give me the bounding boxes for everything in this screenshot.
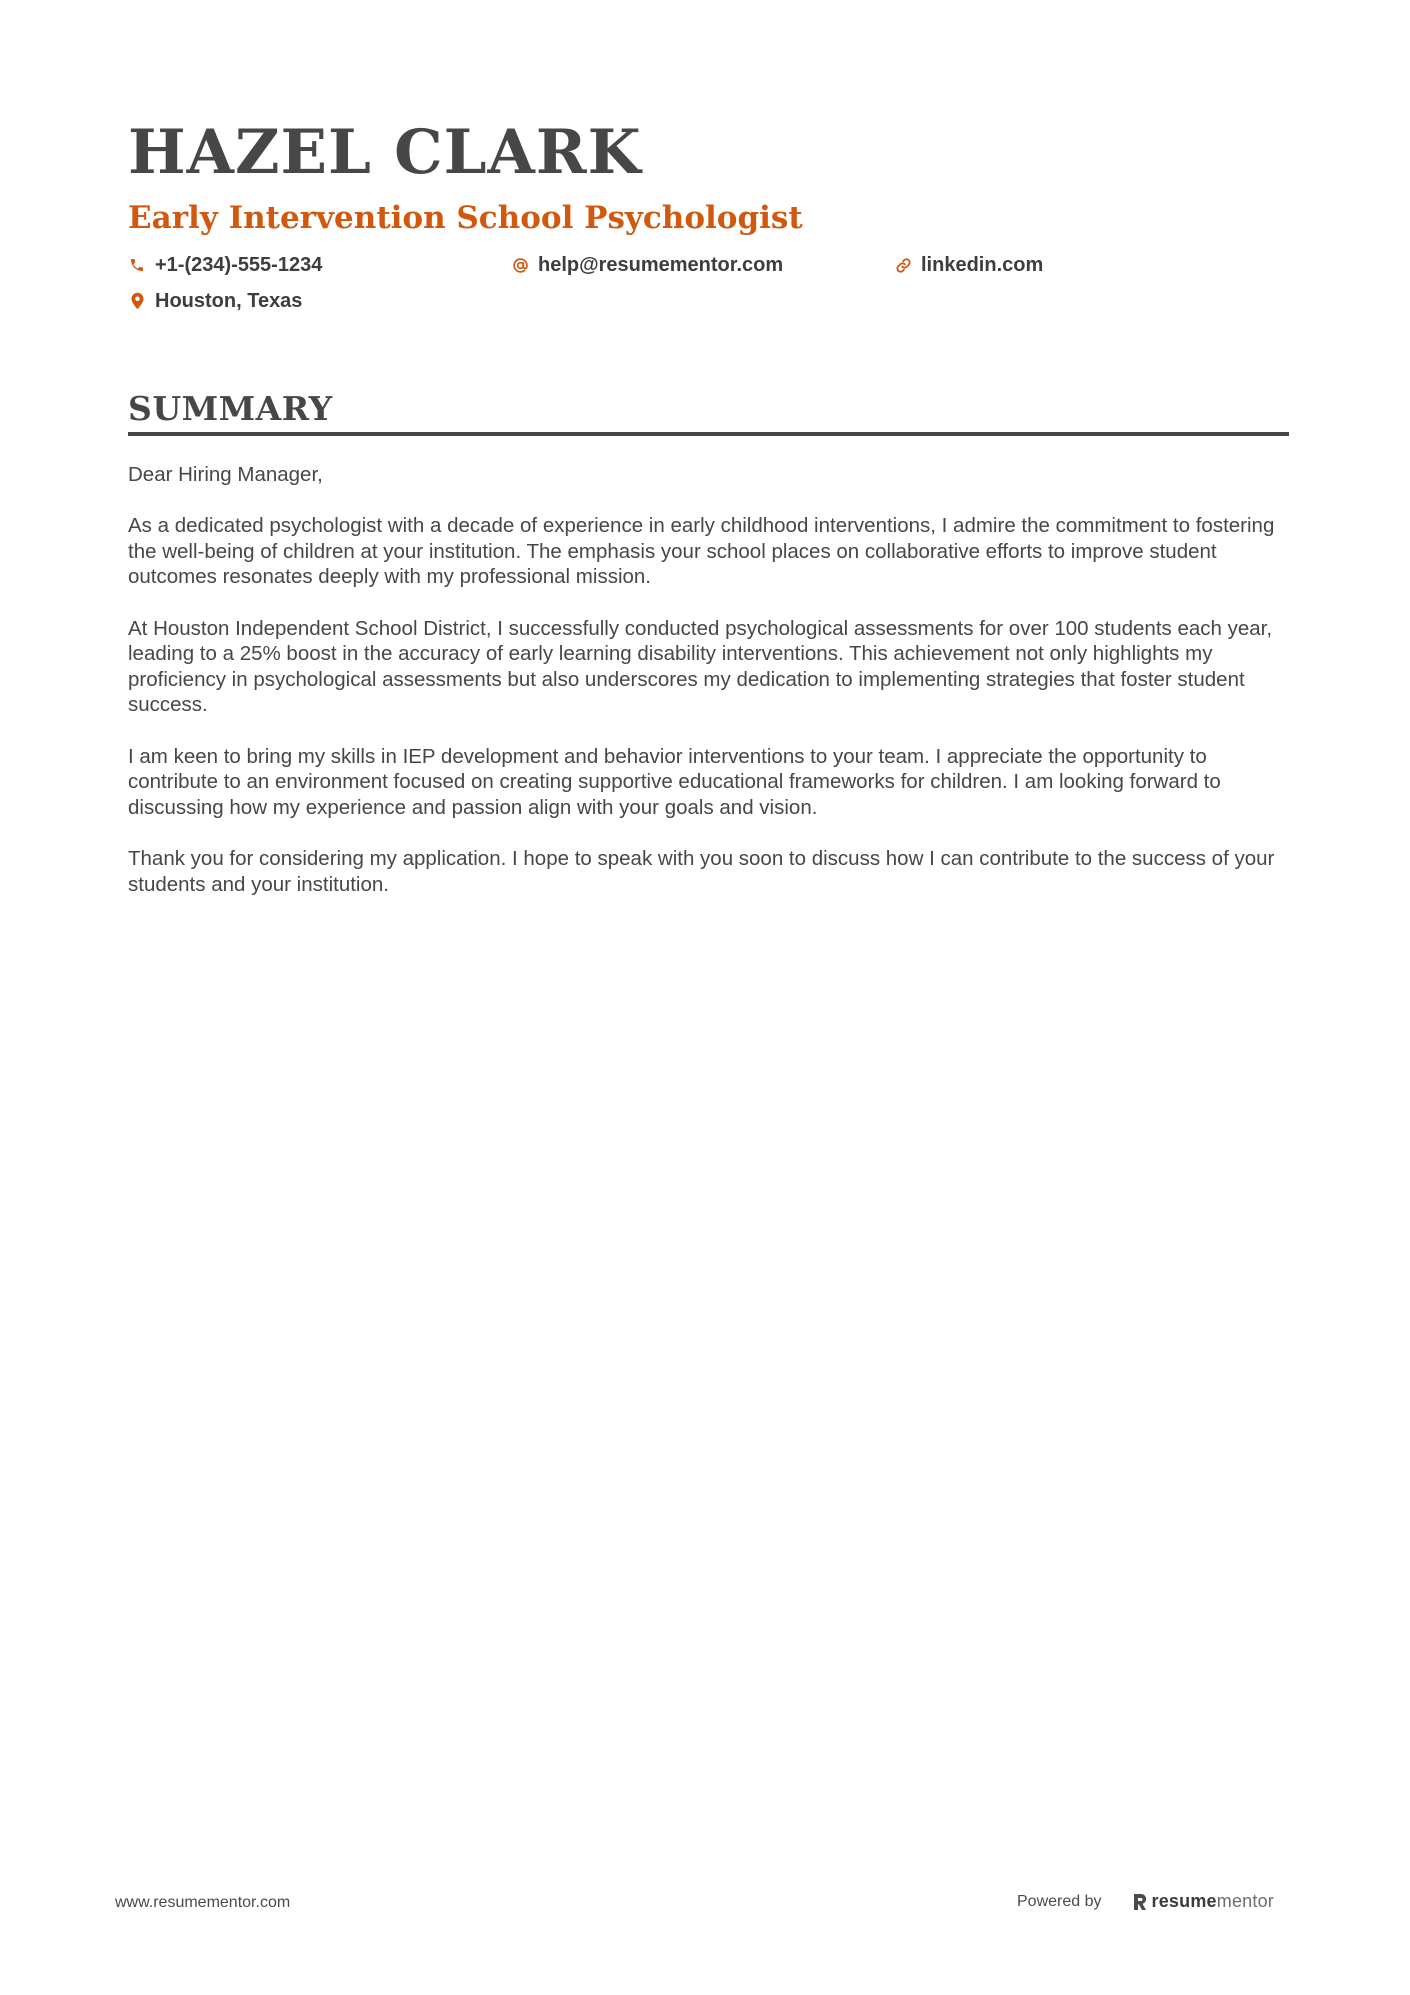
- brand-name-part2: mentor: [1216, 1891, 1274, 1911]
- contact-phone: [128, 250, 322, 280]
- contact-location: [128, 286, 302, 316]
- powered-by-label: Powered by: [1017, 1892, 1102, 1910]
- footer-website[interactable]: www.resumementor.com: [115, 1894, 291, 1911]
- job-title: Early Intervention School Psychologist: [128, 200, 803, 236]
- paragraph: I am keen to bring my skills in IEP development and behavior interventions to your team. I appreciate the opportunity to contribute to an environment focused on creating supportive educational frameworks for children. I am looking forward to discussing how my experience and passion align with your goals and vision.: [128, 744, 1221, 819]
- email-address: help@resumementor.com: [538, 253, 784, 276]
- summary-heading: SUMMARY: [128, 389, 333, 428]
- contact-info: [128, 250, 1288, 322]
- linkedin-url: linkedin.com: [921, 253, 1044, 276]
- location-text: Houston, Texas: [155, 289, 303, 312]
- paragraph: At Houston Independent School District, I successfully conducted psychological assessments for over 100 students each year, leading to a 25% boost in the accuracy of early learning disability interventions. This achievement not only highlights my proficiency in psychological assessments but also underscores my dedication to implementing strategies that foster student success.: [128, 616, 1273, 717]
- map-pin-icon: [128, 292, 146, 310]
- brand-name-part1: resume: [1151, 1891, 1217, 1911]
- salutation: Dear Hiring Manager,: [128, 463, 323, 486]
- at-icon: [511, 256, 529, 274]
- brand-logo[interactable]: [1132, 1891, 1274, 1912]
- closing-paragraph: Thank you for considering my application. I hope to speak with you soon to discuss how I can contribute to the success of your students and your institution.: [128, 846, 1275, 896]
- section-divider: [128, 432, 1289, 436]
- footer-branding: [1017, 1891, 1274, 1912]
- paragraph: As a dedicated psychologist with a decade of experience in early childhood interventions, I admire the commitment to fostering the well-being of children at your institution. The emphasis your school places on collaborative efforts to improve student outcomes resonates deeply with my professional mission.: [128, 514, 1275, 589]
- link-icon: [894, 256, 912, 274]
- resume-header: [128, 118, 1288, 322]
- candidate-name: HAZEL CLARK: [128, 117, 642, 188]
- phone-icon: [128, 256, 146, 274]
- phone-number: +1-(234)-555-1234: [155, 253, 323, 276]
- cover-letter-body: [128, 462, 1289, 897]
- contact-email[interactable]: [511, 250, 783, 280]
- summary-section: [128, 388, 1289, 923]
- contact-linkedin[interactable]: [894, 250, 1043, 280]
- resumementor-logo-icon: [1132, 1892, 1148, 1912]
